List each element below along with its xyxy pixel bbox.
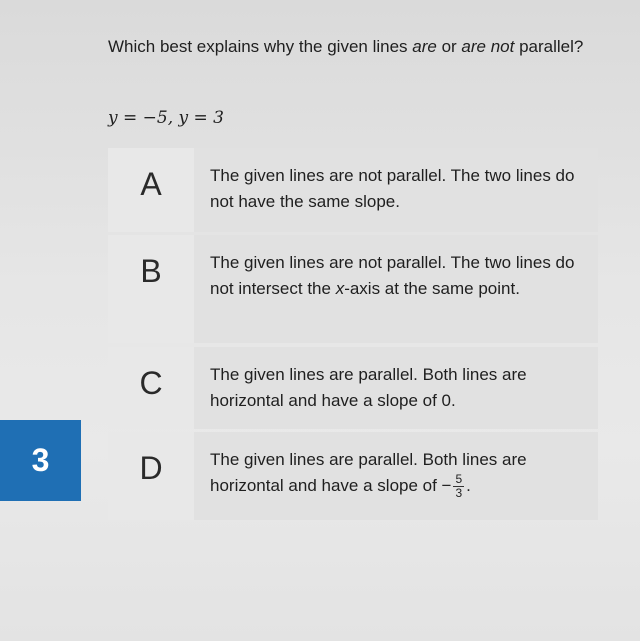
question-emphasis-are: are bbox=[412, 37, 437, 56]
choice-letter: D bbox=[139, 450, 163, 486]
choice-text-part: . bbox=[466, 476, 471, 495]
choice-letter-cell[interactable] bbox=[108, 148, 194, 232]
fraction-denominator: 3 bbox=[455, 486, 463, 501]
choice-text[interactable] bbox=[194, 235, 598, 343]
choice-text[interactable] bbox=[194, 432, 598, 520]
choice-b[interactable] bbox=[108, 235, 598, 343]
choice-letter: C bbox=[139, 365, 163, 401]
choice-text-part: The given lines are parallel. Both lines are horizontal and have a slope of 0. bbox=[210, 365, 527, 410]
question-text bbox=[108, 33, 598, 60]
question-emphasis-are-not: are not bbox=[461, 37, 515, 56]
choice-text-part: The given lines are parallel. Both lines are horizontal and have a slope of − bbox=[210, 450, 527, 495]
fraction-numerator: 5 bbox=[455, 472, 463, 487]
choice-d[interactable] bbox=[108, 432, 598, 520]
slope-fraction bbox=[453, 473, 464, 500]
choice-text[interactable] bbox=[194, 347, 598, 429]
choice-letter-cell[interactable] bbox=[108, 432, 194, 520]
choice-letter-cell[interactable] bbox=[108, 235, 194, 343]
question-text-part: Which best explains why the given lines bbox=[108, 37, 413, 56]
question-equation: y = −5, y = 3 bbox=[108, 108, 224, 128]
choice-letter: A bbox=[140, 166, 162, 202]
question-number-badge bbox=[0, 420, 81, 501]
question-text-part: parallel? bbox=[514, 37, 584, 56]
choice-letter-cell[interactable] bbox=[108, 347, 194, 429]
choice-text[interactable] bbox=[194, 148, 598, 232]
choice-letter: B bbox=[140, 253, 162, 289]
choice-text-part: The given lines are not parallel. The two lines do not intersect the bbox=[210, 253, 575, 298]
choice-c[interactable] bbox=[108, 347, 598, 429]
choice-text-part: -axis at the same point. bbox=[344, 279, 520, 298]
question-number: 3 bbox=[31, 442, 50, 478]
choice-text-part: The given lines are not parallel. The two lines do not have the same slope. bbox=[210, 166, 575, 211]
question-text-part: or bbox=[436, 37, 462, 56]
choice-a[interactable] bbox=[108, 148, 598, 232]
choice-variable: x bbox=[335, 279, 345, 298]
